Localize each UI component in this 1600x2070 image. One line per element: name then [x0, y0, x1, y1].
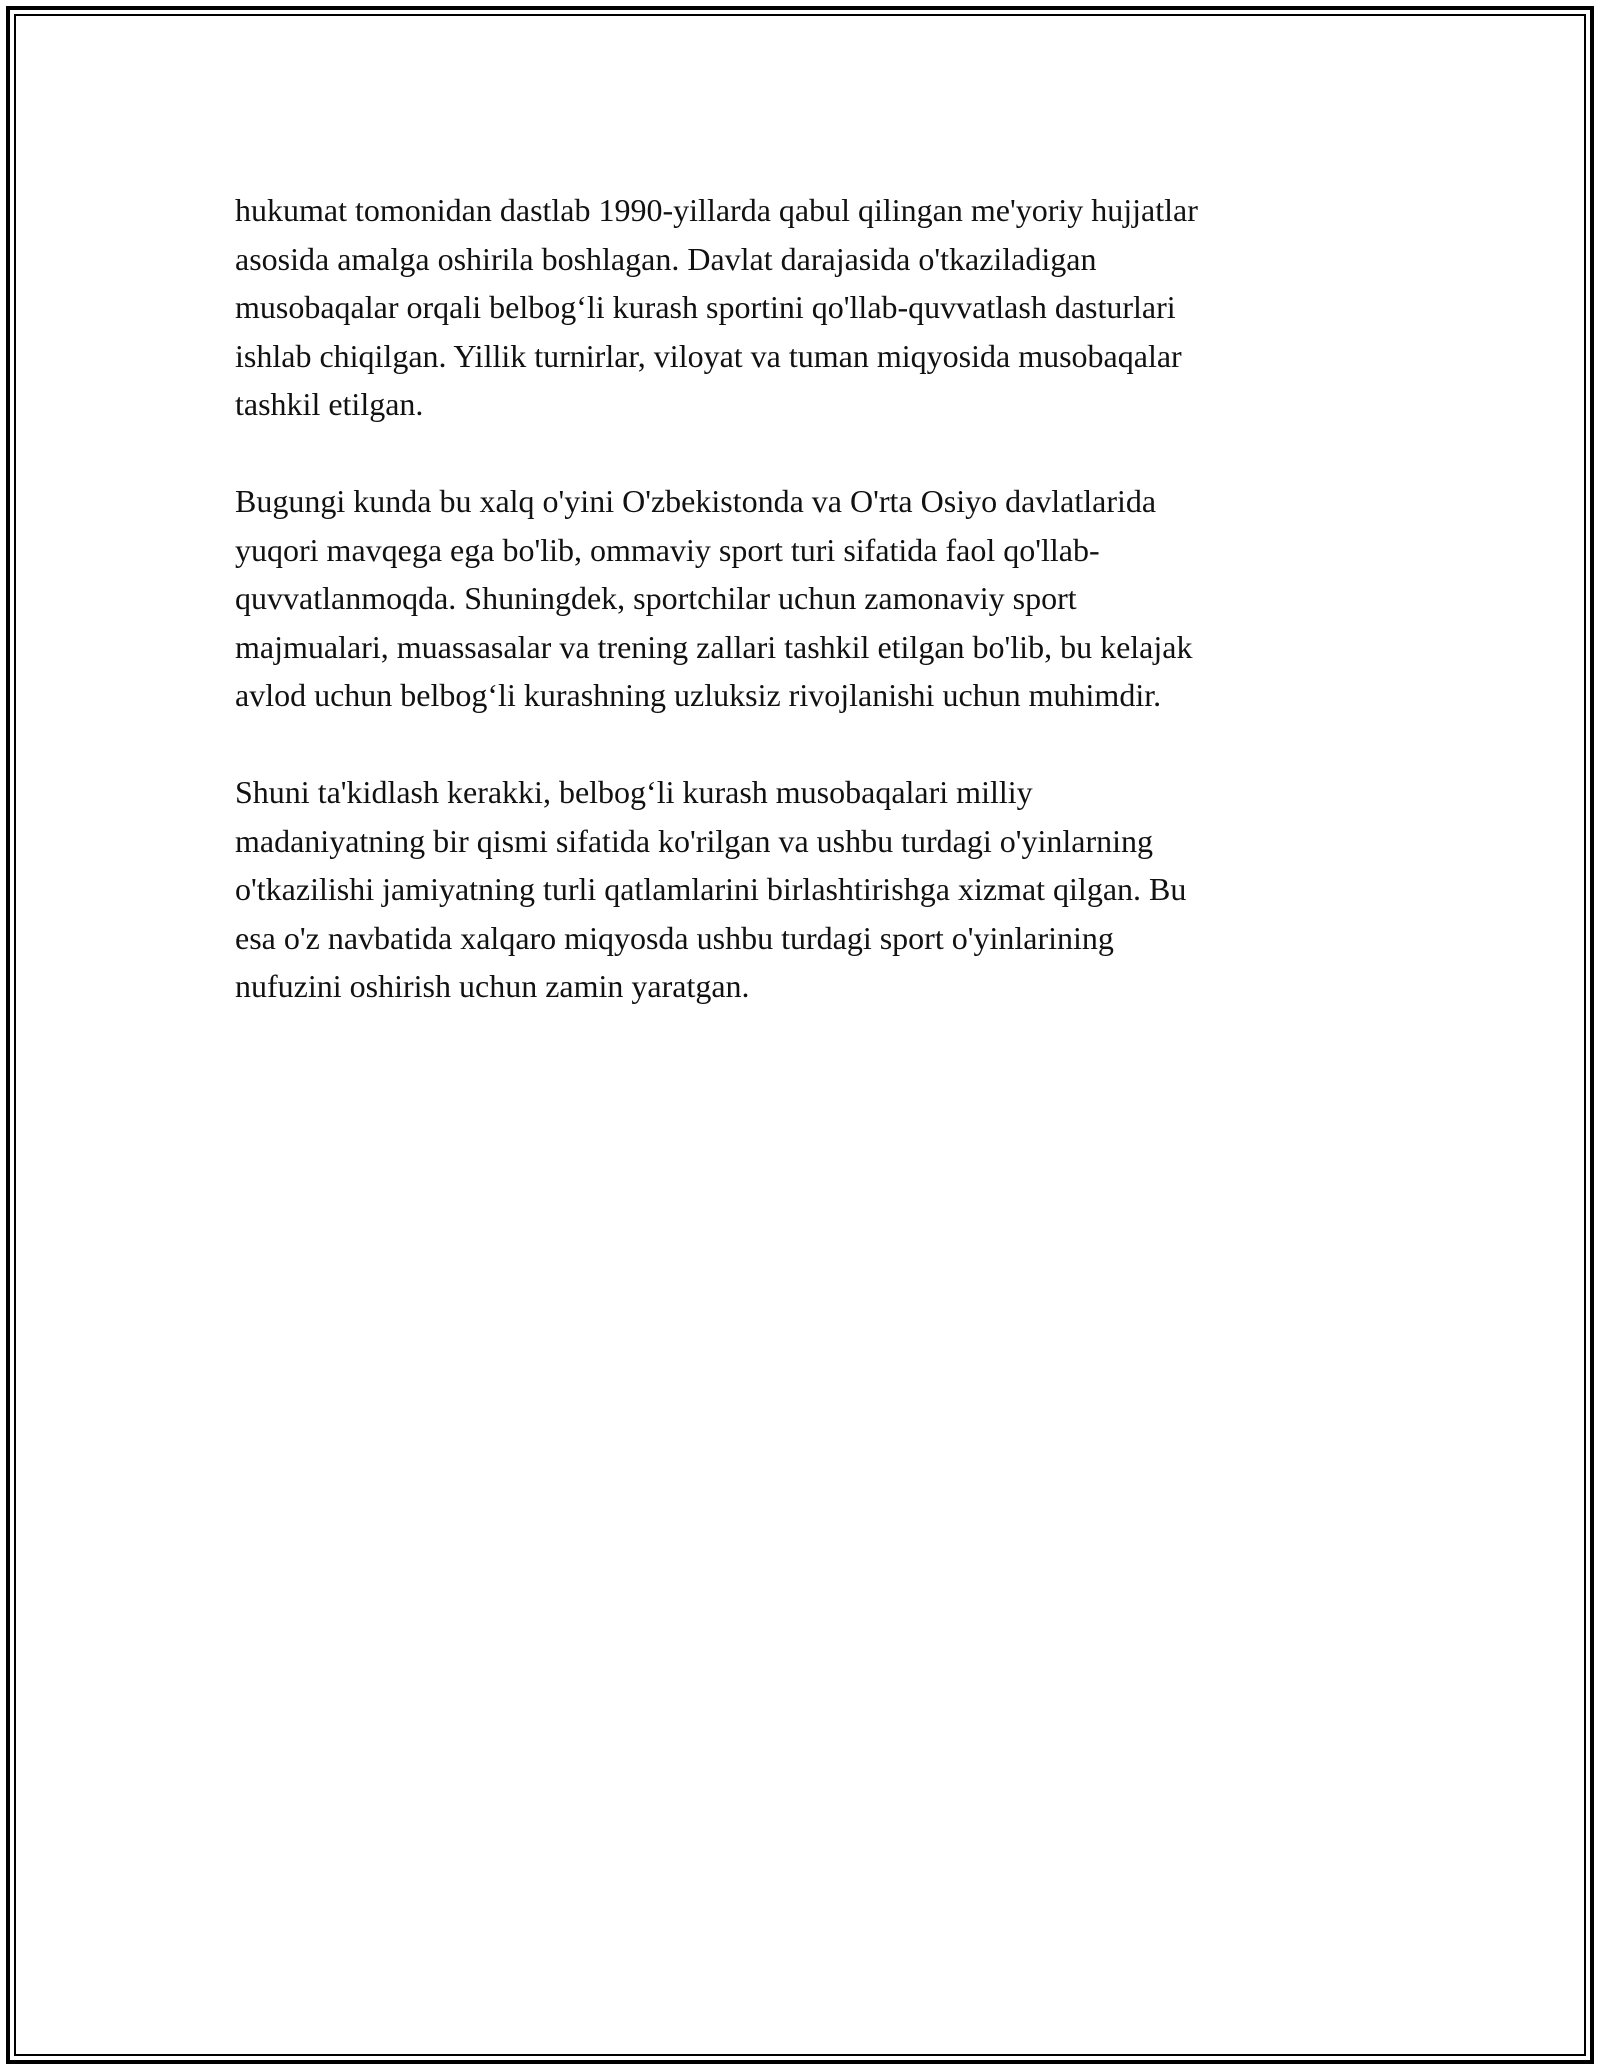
text-line: hukumat tomonidan dastlab 1990-yillarda qabul qilingan me'yoriy hujjatlar: [235, 192, 1198, 228]
text-line: musobaqalar orqali belbog‘li kurash sportini qo'llab-quvvatlash dasturlari: [235, 289, 1176, 325]
document-body: [235, 186, 1365, 1059]
text-line: esa o'z navbatida xalqaro miqyosda ushbu turdagi sport o'yinlarining: [235, 919, 1114, 956]
text-line: Shuni ta'kidlash kerakki, belbog‘li kurash musobaqalari milliy: [235, 774, 1033, 810]
text-line: tashkil etilgan.: [235, 386, 424, 422]
text-line: Bugungi kunda bu xalq o'yini O'zbekistonda va O'rta Osiyo davlatlarida: [235, 483, 1157, 519]
text-line: madaniyatning bir qismi sifatida ko'rilgan va ushbu turdagi o'yinlarning: [235, 822, 1154, 859]
text-line: asosida amalga oshirila boshlagan. Davlat darajasida o'tkaziladigan: [235, 240, 1097, 277]
text-line: majmualari, muassasalar va trening zallari tashkil etilgan bo'lib, bu kelajak: [235, 628, 1193, 665]
paragraph-2: [235, 477, 1365, 720]
paragraph-1: [235, 186, 1365, 429]
text-line: avlod uchun belbog‘li kurashning uzluksiz rivojlanishi uchun muhimdir.: [235, 677, 1162, 713]
paragraph-3: [235, 768, 1365, 1011]
text-line: o'tkazilishi jamiyatning turli qatlamlarini birlashtirishga xizmat qilgan. Bu: [235, 871, 1187, 907]
text-line: nufuzini oshirish uchun zamin yaratgan.: [235, 968, 750, 1004]
text-line: yuqori mavqega ega bo'lib, ommaviy sport turi sifatida faol qo'llab-: [235, 531, 1100, 568]
text-line: quvvatlanmoqda. Shuningdek, sportchilar uchun zamonaviy sport: [235, 580, 1077, 616]
text-line: ishlab chiqilgan. Yillik turnirlar, viloyat va tuman miqyosida musobaqalar: [235, 337, 1182, 374]
